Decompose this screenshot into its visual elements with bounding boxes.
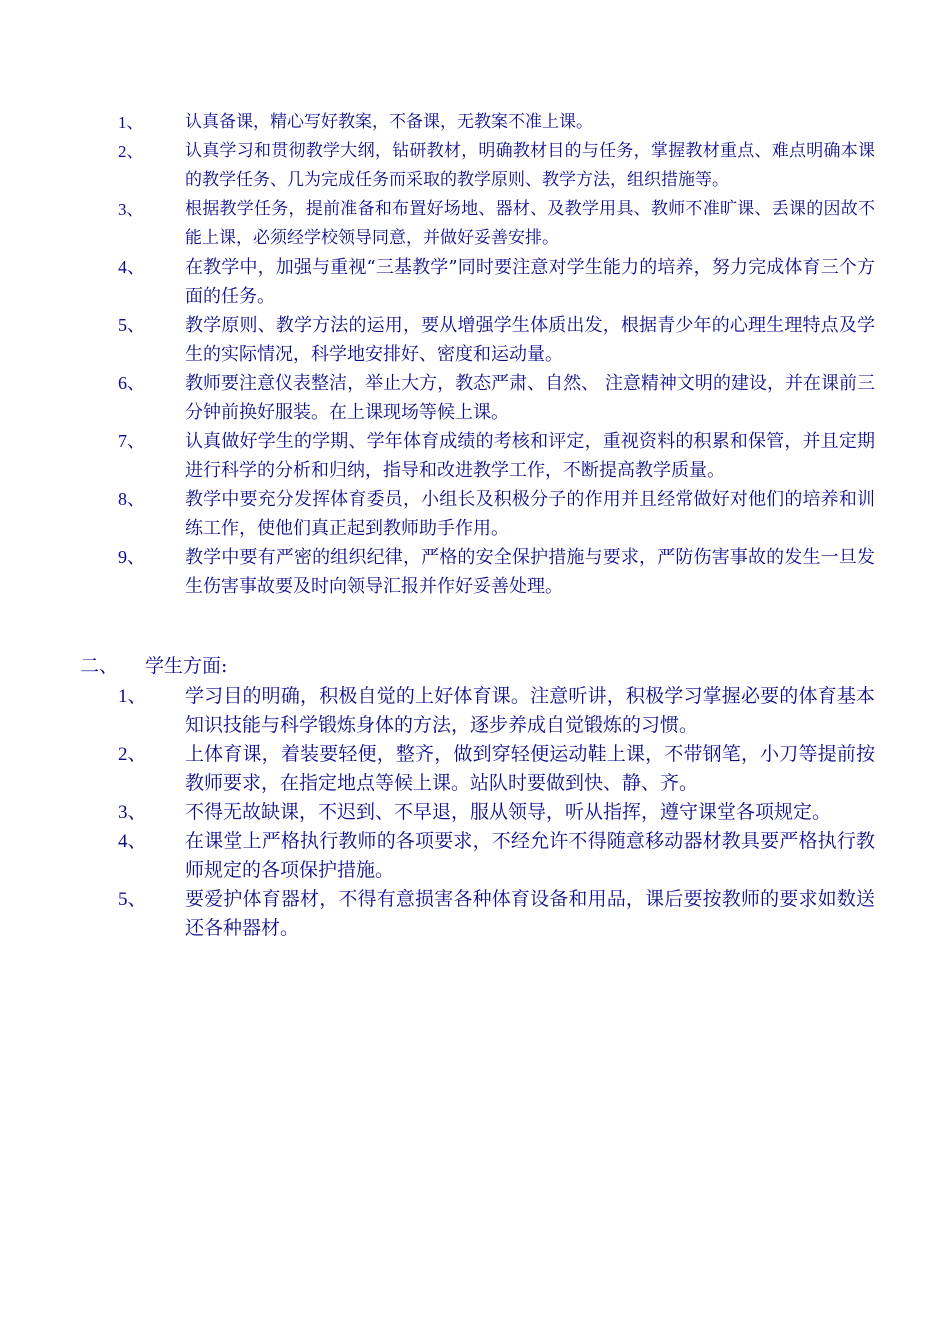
- item-text: 教学中要充分发挥体育委员，小组长及积极分子的作用并且经常做好对他们的培养和训练工作，使他们真正起到教师助手作用。: [185, 489, 875, 539]
- list-item: [0, 427, 950, 485]
- list-item: [0, 485, 950, 543]
- item-text: 上体育课，着装要轻便，整齐，做到穿轻便运动鞋上课，不带钢笔，小刀等提前按教师要求，在指定地点等候上课。站队时要做到快、静、齐。: [185, 743, 875, 794]
- item-number: 3、: [118, 802, 147, 823]
- item-text: 教学原则、教学方法的运用，要从增强学生体质出发，根据青少年的心理生理特点及学生的实际情况，科学地安排好、密度和运动量。: [185, 315, 875, 365]
- item-text: 学习目的明确，积极自觉的上好体育课。注意听讲，积极学习掌握必要的体育基本知识技能与科学锻炼身体的方法，逐步养成自觉锻炼的习惯。: [185, 685, 875, 736]
- item-text: 教学中要有严密的组织纪律，严格的安全保护措施与要求，严防伤害事故的发生一旦发生伤害事故要及时向领导汇报并作好妥善处理。: [185, 547, 875, 597]
- item-text: 认真备课，精心写好教案，不备课，无教案不准上课。: [185, 112, 593, 132]
- list-item: [0, 311, 950, 369]
- item-text: 不得无故缺课，不迟到、不早退，服从领导，听从指挥，遵守课堂各项规定。: [185, 801, 832, 823]
- list-item: [0, 137, 950, 195]
- item-number: 2、: [118, 744, 147, 765]
- item-number: 8、: [118, 489, 145, 509]
- list-item: [0, 682, 950, 740]
- item-number: 3、: [118, 200, 144, 219]
- item-number: 5、: [118, 889, 147, 910]
- item-number: 4、: [118, 257, 145, 277]
- list-item: [0, 543, 950, 601]
- section-title: 学生方面:: [145, 655, 228, 677]
- list-item: [0, 827, 950, 885]
- item-number: 7、: [118, 431, 145, 451]
- section-number: 二、: [80, 655, 119, 677]
- section-heading-students: [80, 652, 227, 681]
- item-number: 2、: [118, 142, 144, 161]
- teacher-requirements-list: [0, 108, 950, 601]
- list-item: [0, 740, 950, 798]
- item-text: 要爱护体育器材，不得有意损害各种体育设备和用品，课后要按教师的要求如数送还各种器材。: [185, 888, 875, 939]
- item-number: 1、: [118, 113, 144, 132]
- list-item: [0, 195, 950, 253]
- list-item: [0, 108, 950, 137]
- item-number: 1、: [118, 686, 147, 707]
- item-text: 认真做好学生的学期、学年体育成绩的考核和评定，重视资料的积累和保管，并且定期进行科学的分析和归纳，指导和改进教学工作，不断提高教学质量。: [185, 431, 875, 481]
- item-number: 4、: [118, 831, 147, 852]
- list-item: [0, 798, 950, 827]
- item-text: 认真学习和贯彻教学大纲，钻研教材，明确教材目的与任务，掌握教材重点、难点明确本课的教学任务、几为完成任务而采取的教学原则、教学方法，组织措施等。: [185, 141, 875, 190]
- list-item: [0, 253, 950, 311]
- list-item: [0, 885, 950, 943]
- item-number: 9、: [118, 547, 145, 567]
- item-text: 根据教学任务，提前准备和布置好场地、器材、及教学用具、教师不准旷课、丢课的因故不能上课，必须经学校领导同意，并做好妥善安排。: [185, 199, 875, 248]
- list-item: [0, 369, 950, 427]
- item-text: 教师要注意仪表整洁，举止大方，教态严肃、自然、 注意精神文明的建设，并在课前三分钟前换好服装。在上课现场等候上课。: [185, 373, 875, 423]
- item-number: 6、: [118, 373, 145, 393]
- student-requirements-list: [0, 682, 950, 943]
- item-text: 在教学中，加强与重视“三基教学”同时要注意对学生能力的培养，努力完成体育三个方面的任务。: [185, 257, 875, 307]
- item-number: 5、: [118, 315, 145, 335]
- item-text: 在课堂上严格执行教师的各项要求，不经允许不得随意移动器材教具要严格执行教师规定的各项保护措施。: [185, 830, 875, 881]
